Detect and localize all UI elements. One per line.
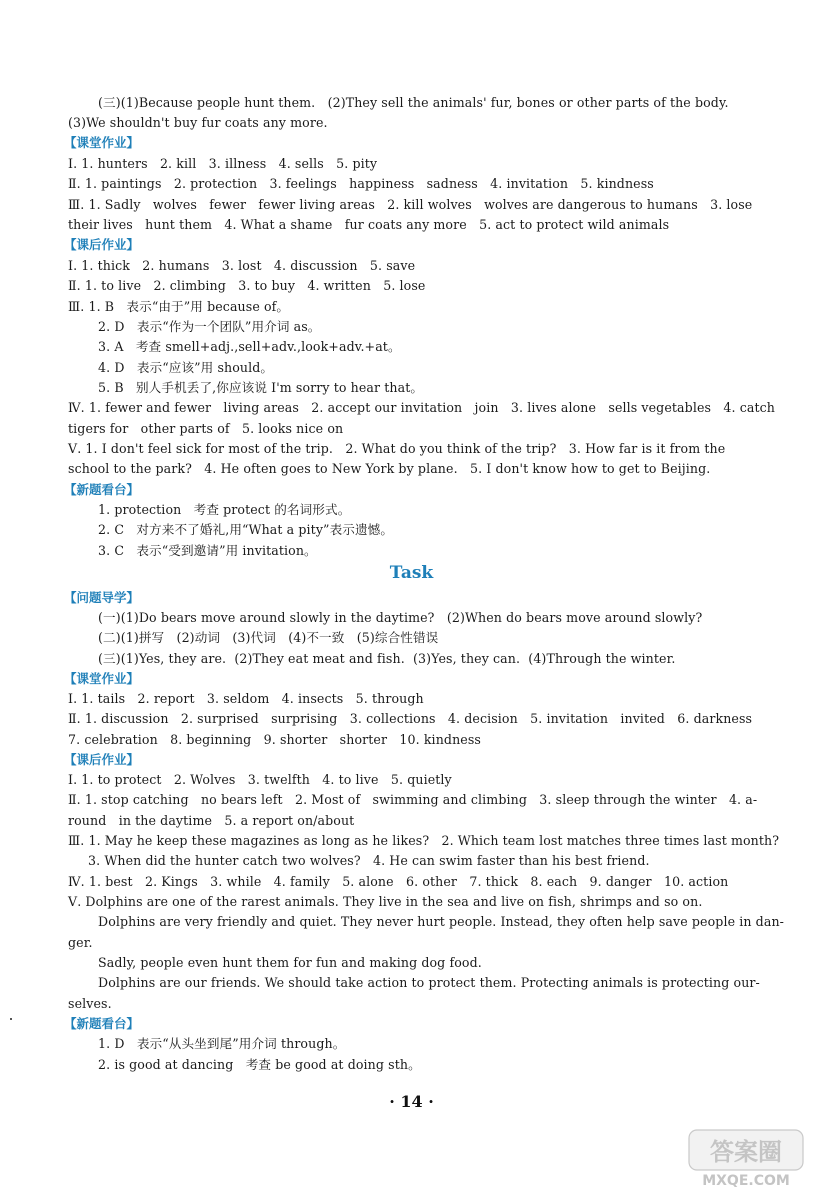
text-line: 1. protection 考查 protect 的名词形式。 [98,502,351,517]
text-line: Ⅰ. 1. thick 2. humans 3. lost 4. discussion 5. save [68,258,416,273]
text-line: Ⅲ. 1. Sadly wolves fewer fewer living areas 2. kill wolves wolves are dangerous to humans 3. lose [68,197,753,212]
section-heading-classwork: 【课堂作业】 [64,135,140,150]
section-heading-guide: 【问题导学】 [64,590,140,605]
text-line: Ⅳ. 1. best 2. Kings 3. while 4. family 5. alone 6. other 7. thick 8. each 9. danger 10. action [68,874,729,889]
text-line: Ⅱ. 1. stop catching no bears left 2. Most of swimming and climbing 3. sleep through the winter 4. a- [68,792,758,807]
text-line: selves. [68,996,112,1011]
text-line: (三)(1)Because people hunt them. (2)They sell the animals' fur, bones or other parts of the body. [98,95,729,110]
text-line: 2. is good at dancing 考查 be good at doing sth。 [98,1057,421,1072]
text-line: Ⅳ. 1. fewer and fewer living areas 2. accept our invitation join 3. lives alone sells vegetables 4. catch [68,400,775,415]
page-number: · 14 · [389,1092,434,1111]
text-line: (二)(1)拼写 (2)动词 (3)代词 (4)不一致 (5)综合性错误 [98,630,439,645]
text-line: 3. When did the hunter catch two wolves? 4. He can swim faster than his best friend. [88,853,650,868]
text-line: (三)(1)Yes, they are. (2)They eat meat and fish. (3)Yes, they can. (4)Through the winter. [98,651,676,666]
text-line: Ⅰ. 1. tails 2. report 3. seldom 4. insects 5. through [68,691,424,706]
section-heading-new-questions: 【新题看台】 [64,482,140,497]
text-line: 2. D 表示“作为一个团队”用介词 as。 [98,319,321,334]
text-line: Ⅴ. 1. I don't feel sick for most of the trip. 2. What do you think of the trip? 3. How far is it from the [68,441,726,456]
text-line: Ⅲ. 1. B 表示“由于”用 because of。 [68,299,290,314]
text-line: Ⅱ. 1. paintings 2. protection 3. feelings happiness sadness 4. invitation 5. kindness [68,176,654,191]
text-line: Ⅲ. 1. May he keep these magazines as long as he likes? 2. Which team lost matches three times last month? [68,833,780,848]
speck [10,1018,12,1020]
text-line: 1. D 表示“从头坐到尾”用介词 through。 [98,1036,346,1051]
text-line: school to the park? 4. He often goes to New York by plane. 5. I don't know how to get to Beijing. [68,461,711,476]
text-line: 5. B 别人手机丢了,你应该说 I'm sorry to hear that。 [98,380,424,395]
text-line: (3)We shouldn't buy fur coats any more. [68,115,328,130]
text-line: 7. celebration 8. beginning 9. shorter shorter 10. kindness [68,732,481,747]
text-line: Sadly, people even hunt them for fun and making dog food. [98,955,482,970]
text-line: round in the daytime 5. a report on/about [68,813,355,828]
text-line: 3. C 表示“受到邀请”用 invitation。 [98,543,317,558]
text-line: Ⅰ. 1. to protect 2. Wolves 3. twelfth 4. to live 5. quietly [68,772,452,787]
text-line: Dolphins are very friendly and quiet. They never hurt people. Instead, they often help save people in dan- [98,914,785,929]
text-line: Ⅱ. 1. discussion 2. surprised surprising 3. collections 4. decision 5. invitation invited 6. darkness [68,711,753,726]
task-title: Task [389,563,434,583]
text-line: 4. D 表示“应该”用 should。 [98,360,274,375]
text-line: Ⅱ. 1. to live 2. climbing 3. to buy 4. written 5. lose [68,278,426,293]
text-line: 2. C 对方来不了婚礼,用“What a pity”表示遗憾。 [98,522,394,537]
watermark-text-bottom: MXQE.COM [702,1173,790,1189]
section-heading-homework: 【课后作业】 [64,237,140,252]
watermark-logo [687,1128,805,1190]
text-line: tigers for other parts of 5. looks nice on [68,421,344,436]
text-line: ger. [68,935,93,950]
text-line: Dolphins are our friends. We should take action to protect them. Protecting animals is protecting our- [98,975,760,990]
section-heading-homework: 【课后作业】 [64,752,140,767]
text-line: (一)(1)Do bears move around slowly in the daytime? (2)When do bears move around slowly? [98,610,703,625]
text-line: Ⅰ. 1. hunters 2. kill 3. illness 4. sells 5. pity [68,156,378,171]
section-heading-classwork: 【课堂作业】 [64,671,140,686]
watermark-text-top: 答案圈 [710,1138,782,1166]
text-line: 3. A 考查 smell+adj.,sell+adv.,look+adv.+at。 [98,339,401,354]
text-line: their lives hunt them 4. What a shame fur coats any more 5. act to protect wild animals [68,217,670,232]
section-heading-new-questions: 【新题看台】 [64,1016,140,1031]
text-line: Ⅴ. Dolphins are one of the rarest animals. They live in the sea and live on fish, shrimps and so on. [68,894,703,909]
